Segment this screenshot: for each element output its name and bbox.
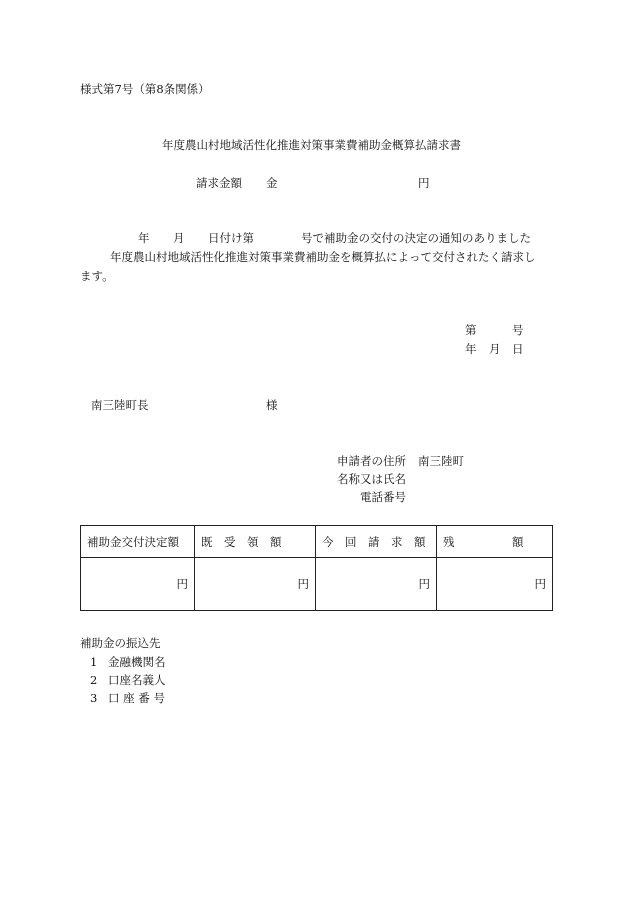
- amount-prefix: 金: [266, 176, 278, 190]
- list-item: [90, 655, 166, 669]
- bank-item-label: 金融機関名: [108, 655, 166, 669]
- value-current-request: 円: [316, 558, 437, 611]
- applicant-address-label: 申請者の住所: [337, 454, 406, 468]
- doc-date-day: 日: [512, 342, 524, 356]
- table-header-row: [81, 526, 553, 558]
- value-remaining-amount: 円: [437, 558, 553, 611]
- applicant-name-label: 名称又は氏名: [337, 472, 406, 486]
- page-title: 年度農山村地域活性化推進対策事業費補助金概算払請求書: [162, 138, 461, 152]
- doc-no-dai: 第: [465, 323, 477, 337]
- value-decision-amount: 円: [81, 558, 195, 611]
- header-received-amount: 既 受 領 額: [195, 526, 316, 558]
- form-number: 様式第7号（第8条関係）: [80, 82, 210, 96]
- list-item: [90, 673, 166, 687]
- amount-summary-table: [80, 525, 553, 611]
- addressee-name: 南三陸町長: [91, 398, 149, 412]
- body-month: 月: [173, 231, 185, 245]
- table-value-row: [81, 558, 553, 611]
- body-line1-tail: 号で補助金の交付の決定の通知のありました: [301, 231, 531, 245]
- doc-date-month: 月: [489, 342, 501, 356]
- list-item: [90, 691, 165, 705]
- doc-date-year: 年: [465, 342, 477, 356]
- applicant-phone-label: 電話番号: [360, 490, 406, 504]
- amount-unit: 円: [418, 176, 430, 190]
- header-current-request: 今 回 請 求 額: [316, 526, 437, 558]
- list-item-number: 2: [90, 673, 98, 687]
- list-item-number: 3: [90, 691, 98, 705]
- body-year: 年: [138, 231, 150, 245]
- body-line-3: ます。: [80, 269, 114, 283]
- bank-section-title: 補助金の振込先: [80, 636, 161, 650]
- header-decision-amount: 補助金交付決定額: [81, 526, 195, 558]
- addressee-honorific: 様: [266, 398, 278, 412]
- applicant-address-value: 南三陸町: [418, 454, 464, 468]
- value-received-amount: 円: [195, 558, 316, 611]
- bank-item-label: 口座名義人: [108, 673, 166, 687]
- header-remaining-amount: 残 額: [437, 526, 553, 558]
- body-date-ref: 日付け第: [208, 231, 254, 245]
- request-amount-label: 請求金額: [196, 176, 242, 190]
- doc-no-go: 号: [512, 323, 524, 337]
- body-line-2: 年度農山村地域活性化推進対策事業費補助金を概算払によって交付されたく請求し: [110, 250, 536, 264]
- bank-item-label: 口 座 番 号: [108, 691, 165, 705]
- list-item-number: 1: [90, 655, 98, 669]
